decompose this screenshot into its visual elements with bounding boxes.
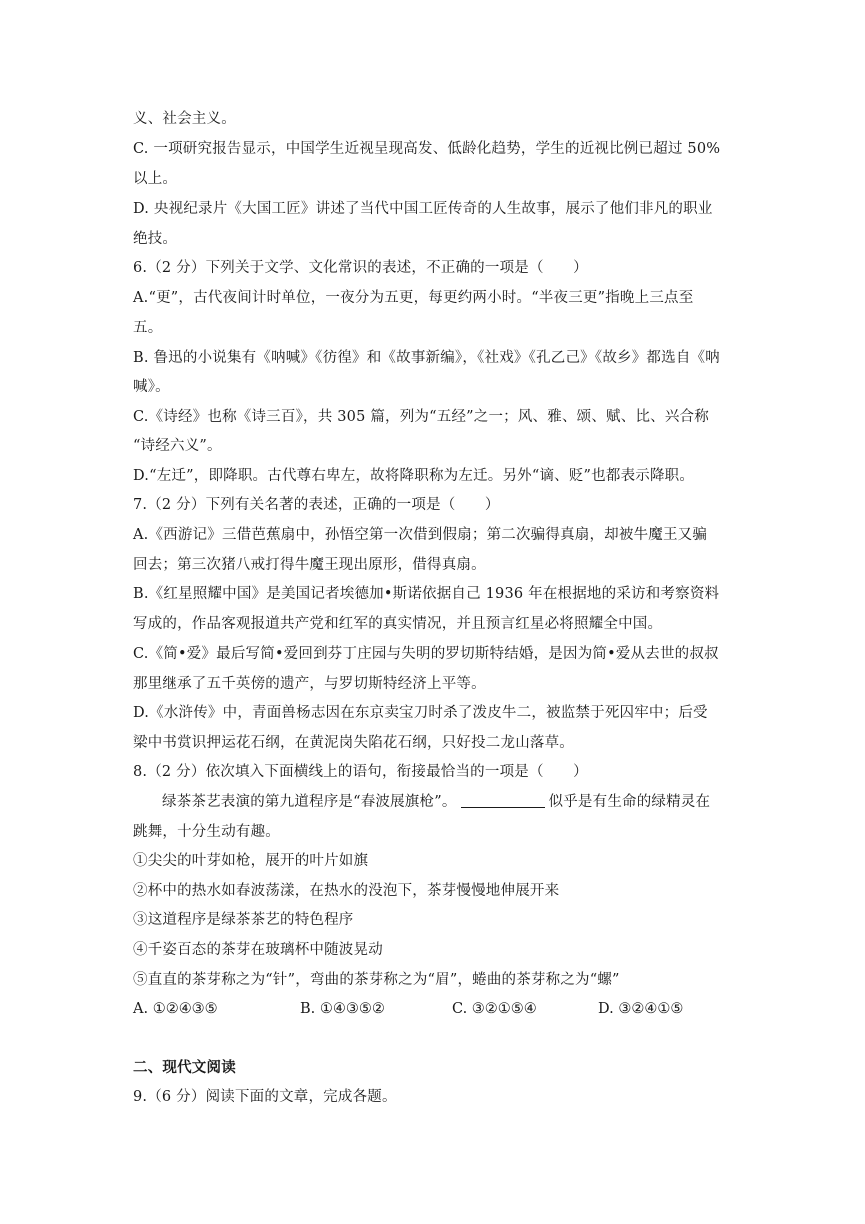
sentence-item: ③这道程序是绿茶茶艺的特色程序 bbox=[133, 912, 354, 928]
text-line: D.《水浒传》中，青面兽杨志因在东京卖宝刀时杀了泼皮牛二，被监禁于死囚牢中；后受 bbox=[133, 705, 708, 721]
text-line: A.“更”，古代夜间计时单位，一夜分为五更，每更约两小时。“半夜三更”指晚上三点至 bbox=[133, 290, 694, 306]
text-line: C. 一项研究报告显示，中国学生近视呈现高发、低龄化趋势，学生的近视比例已超过 50% bbox=[133, 141, 721, 157]
text-line: C.《诗经》也称《诗三百》，共 305 篇，列为“五经”之一；风、雅、颂、赋、比、兴合称 bbox=[133, 409, 709, 425]
sentence-item: ⑤直直的茶芽称之为“针”，弯曲的茶芽称之为“眉”，蜷曲的茶芽称之为“螺” bbox=[133, 972, 620, 988]
text-line: 义、社会主义。 bbox=[133, 111, 236, 127]
text-line: 喊》。 bbox=[133, 379, 170, 395]
section-heading: 二、现代文阅读 bbox=[133, 1060, 236, 1076]
text-line: 绝技。 bbox=[133, 231, 178, 247]
question-8-stem: 8.（2 分）依次填入下面横线上的语句，衔接最恰当的一项是（ ） bbox=[133, 764, 588, 780]
text-line: D. 央视纪录片《大国工匠》讲述了当代中国工匠传奇的人生故事，展示了他们非凡的职业 bbox=[133, 201, 713, 217]
text-line: C.《简•爱》最后写简•爱回到芬丁庄园与失明的罗切斯特结婚，是因为简•爱从去世的叔叔 bbox=[133, 646, 719, 662]
fill-in-blank bbox=[461, 793, 545, 808]
answer-option-c: C. ③②①⑤④ bbox=[452, 1001, 537, 1017]
text-line: “诗经六义”。 bbox=[133, 438, 222, 454]
text-line: 写成的，作品客观报道共产党和红军的真实情况，并且预言红星必将照耀全中国。 bbox=[133, 616, 663, 632]
text-line: 五。 bbox=[133, 320, 163, 336]
sentence-item: ④千姿百态的茶芽在玻璃杯中随波晃动 bbox=[133, 942, 383, 958]
question-7-stem: 7.（2 分）下列有关名著的表述，正确的一项是（ ） bbox=[133, 497, 500, 513]
text-line: 回去；第三次猪八戒打得牛魔王现出原形，借得真扇。 bbox=[133, 557, 486, 573]
text-line: 那里继承了五千英傍的遗产，与罗切斯特经济上平等。 bbox=[133, 676, 486, 692]
sentence-item: ①尖尖的叶芽如枪，展开的叶片如旗 bbox=[133, 853, 369, 869]
sentence-item: ②杯中的热水如春波荡漾，在热水的没泡下，茶芽慢慢地伸展开来 bbox=[133, 883, 560, 899]
text-line: 梁中书赏识押运花石纲，在黄泥岗失陷花石纲，只好投二龙山落草。 bbox=[133, 735, 574, 751]
text-line: D.“左迁”，即降职。古代尊右卑左，故将降职称为左迁。另外“谪、贬”也都表示降职。 bbox=[133, 468, 695, 484]
question-9-stem: 9.（6 分）阅读下面的文章，完成各题。 bbox=[133, 1089, 397, 1105]
answer-option-d: D. ③②④①⑤ bbox=[598, 1001, 684, 1017]
text-line: B. 鲁迅的小说集有《呐喊》《彷徨》和《故事新编》，《社戏》《孔乙己》《故乡》都选自《呐 bbox=[133, 350, 720, 366]
text-line: A.《西游记》三借芭蕉扇中，孙悟空第一次借到假扇；第二次骗得真扇，却被牛魔王又骗 bbox=[133, 527, 708, 543]
question-6-stem: 6.（2 分）下列关于文学、文化常识的表述，不正确的一项是（ ） bbox=[133, 260, 588, 276]
text-line: B.《红星照耀中国》是美国记者埃德加•斯诺依据自己 1936 年在根据地的采访和考察资料 bbox=[133, 586, 720, 602]
answer-option-a: A. ①②④③⑤ bbox=[133, 1001, 218, 1017]
answer-option-b: B. ①④③⑤② bbox=[300, 1001, 385, 1017]
passage-text-before: 绿茶茶艺表演的第九道程序是“春波展旗枪”。 bbox=[162, 794, 457, 810]
passage-line bbox=[162, 792, 762, 812]
text-line: 跳舞，十分生动有趣。 bbox=[133, 824, 280, 840]
text-line: 以上。 bbox=[133, 171, 178, 187]
passage-text-after: 似乎是有生命的绿精灵在 bbox=[548, 794, 711, 810]
